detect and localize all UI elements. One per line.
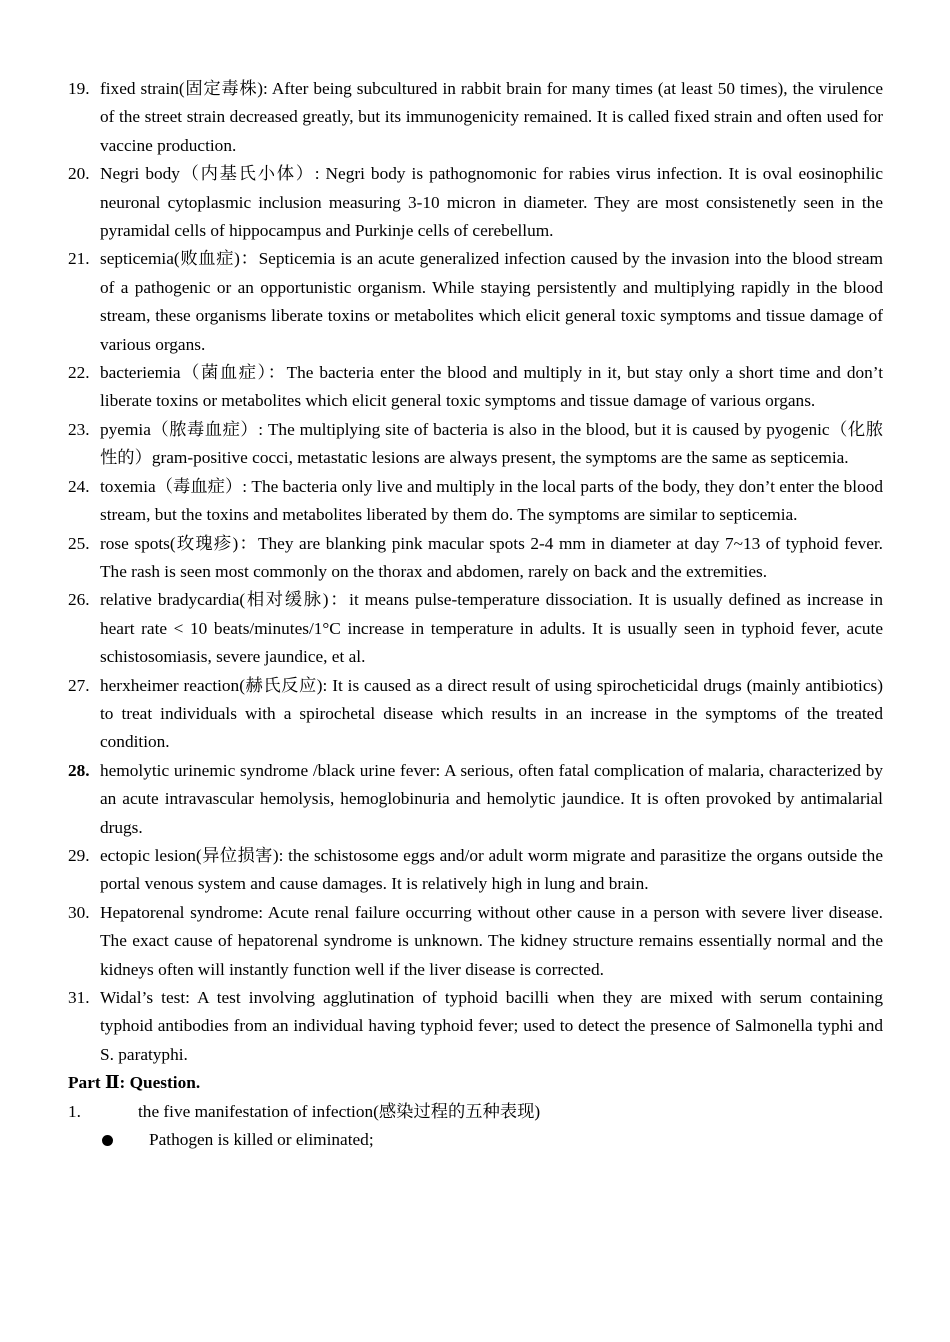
- definition-item-25: [68, 530, 883, 587]
- item-text: pyemia（脓毒血症）: The multiplying site of bacteria is also in the blood, but it is caused by pyogenic（化脓性的）gram-positive cocci, metastatic lesions are always present, the symptoms are the same as septicemia.: [100, 419, 883, 468]
- document-content: [68, 75, 883, 1154]
- definition-item-24: [68, 473, 883, 530]
- item-number: 20.: [68, 164, 90, 184]
- definition-item-26: [68, 586, 883, 671]
- item-text: Negri body（内基氏小体）: Negri body is pathognomonic for rabies virus infection. It is oval eosinophilic neuronal cytoplasmic inclusion measuring 3-10 micron in diameter. They are most consistenetly seen in the pyramidal cells of hippocampus and Purkinje cells of cerebellum.: [100, 164, 883, 241]
- definition-item-22: [68, 359, 883, 416]
- part-heading: Part Ⅱ: Question.: [68, 1073, 201, 1093]
- item-number: 22.: [68, 363, 90, 383]
- bullet-item: [68, 1126, 883, 1154]
- item-number: 21.: [68, 249, 90, 269]
- definition-item-23: [68, 416, 883, 473]
- definition-item-28: [68, 757, 883, 842]
- item-number: 29.: [68, 845, 90, 865]
- definition-item-19: [68, 75, 883, 160]
- question-item: [68, 1098, 883, 1126]
- question-text: the five manifestation of infection(感染过程的五种表现): [138, 1101, 541, 1121]
- item-text: septicemia(败血症)：Septicemia is an acute generalized infection caused by the invasion into the blood stream of a pathogenic or an opportunistic organism. While staying persistently and multiplying rapidly in the blood stream, these organisms liberate toxins or metabolites which elicit general toxic symptoms and tissue damage of various organs.: [100, 249, 883, 354]
- definition-item-29: [68, 842, 883, 899]
- item-text: toxemia（毒血症）: The bacteria only live and multiply in the local parts of the body, they don’t enter the blood stream, but the toxins and metabolites liberated by them do. The symptoms are similar to septicemia.: [100, 476, 883, 525]
- item-text: Widal’s test: A test involving agglutination of typhoid bacilli when they are mixed with serum containing typhoid antibodies from an individual having typhoid fever; used to detect the presence of Salmonella typhi and S. paratyphi.: [100, 988, 883, 1064]
- item-number: 31.: [68, 988, 90, 1007]
- item-number: 24.: [68, 476, 90, 496]
- item-text: rose spots(玫瑰疹)：They are blanking pink macular spots 2-4 mm in diameter at day 7~13 of typhoid fever. The rash is seen most commonly on the thorax and abdomen, rarely on back and the extremities.: [100, 533, 883, 581]
- item-text: bacteriemia（菌血症）：The bacteria enter the blood and multiply in it, but stay only a short time and don’t liberate toxins or metabolites which elicit general toxic symptoms and tissue damage of various organs.: [100, 363, 883, 411]
- item-number: 23.: [68, 419, 90, 439]
- definition-item-31: [68, 984, 883, 1069]
- item-number: 26.: [68, 590, 90, 610]
- definition-item-20: [68, 160, 883, 245]
- question-number: 1.: [68, 1101, 81, 1121]
- item-number: 25.: [68, 533, 90, 553]
- item-number: 30.: [68, 902, 90, 922]
- item-text: fixed strain(固定毒株): After being subcultured in rabbit brain for many times (at least 50 times), the virulence of the street strain decreased greatly, but its immunogenicity remained. It is called fixed strain and often used for vaccine production.: [100, 79, 883, 155]
- definition-item-27: [68, 672, 883, 757]
- bullet-dot-icon: [102, 1135, 113, 1146]
- definition-item-30: [68, 899, 883, 984]
- item-number: 28.: [68, 760, 90, 780]
- item-text: herxheimer reaction(赫氏反应): It is caused as a direct result of using spirocheticidal drugs (mainly antibiotics) to treat individuals with a spirochetal disease which results in an increase in the symptoms of the treated condition.: [100, 675, 883, 752]
- definition-item-21: [68, 245, 883, 359]
- item-text: Hepatorenal syndrome: Acute renal failure occurring without other cause in a person with severe liver disease. The exact cause of hepatorenal syndrome is unknown. The kidney structure remains essentially normal and the kidneys often will instantly function well if the liver disease is corrected.: [100, 902, 883, 979]
- item-number: 27.: [68, 675, 90, 695]
- item-text: hemolytic urinemic syndrome /black urine fever: A serious, often fatal complication of malaria, characterized by an acute intravascular hemolysis, hemoglobinuria and hemolytic jaundice. It is often provoked by antimalarial drugs.: [100, 760, 883, 837]
- item-text: ectopic lesion(异位损害): the schistosome eggs and/or adult worm migrate and parasitize the organs outside the portal venous system and cause damages. It is relatively high in lung and brain.: [100, 845, 883, 894]
- item-number: 19.: [68, 79, 90, 98]
- bullet-text: Pathogen is killed or eliminated;: [149, 1130, 374, 1150]
- item-text: relative bradycardia(相对缓脉)：it means pulse-temperature dissociation. It is usually defined as increase in heart rate < 10 beats/minutes/1°C increase in temperature in adults. It is usually seen in typhoid fever, acute schistosomiasis, severe jaundice, et al.: [100, 590, 883, 667]
